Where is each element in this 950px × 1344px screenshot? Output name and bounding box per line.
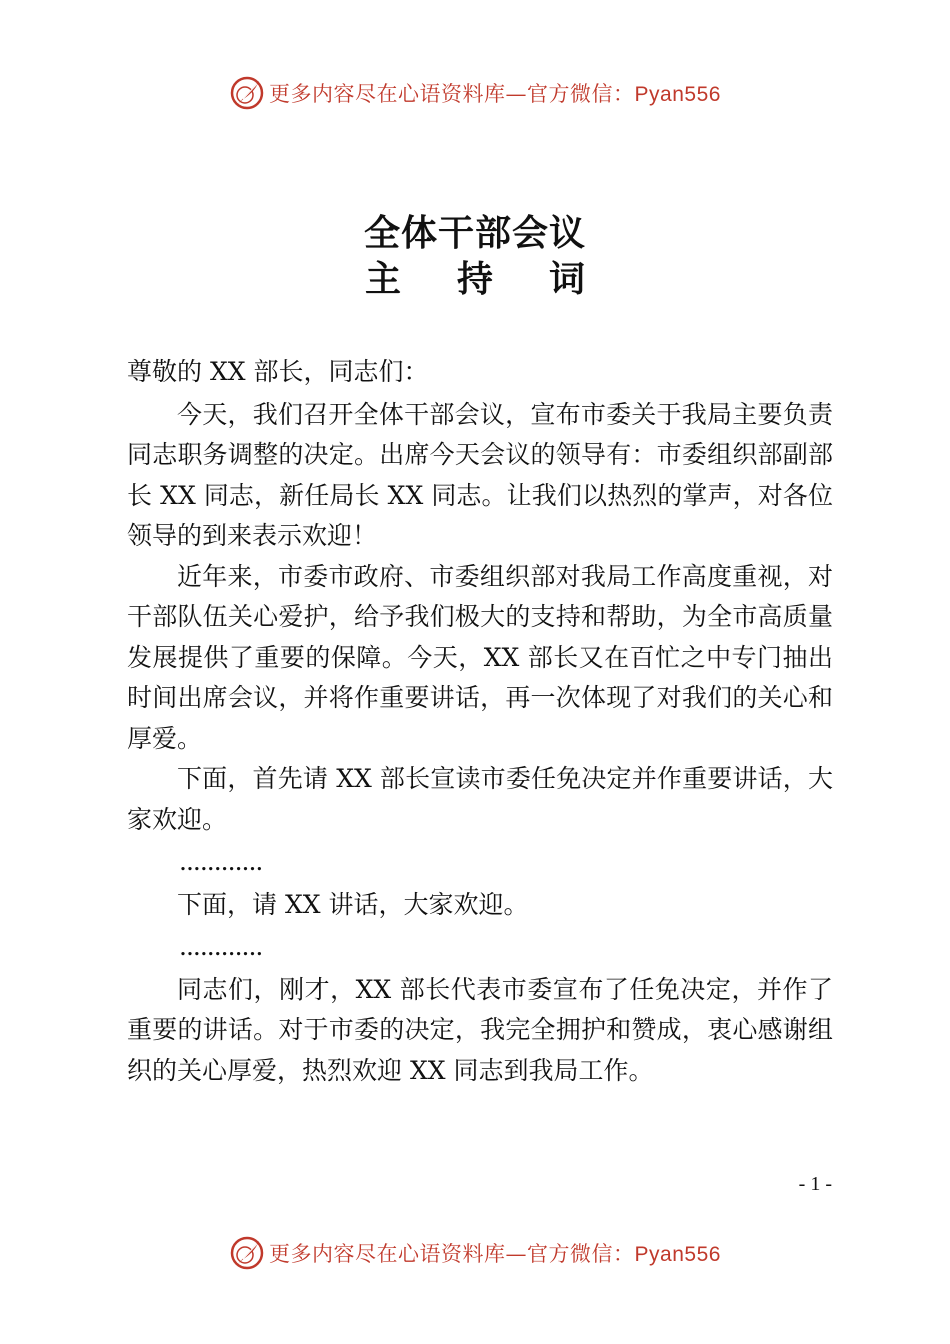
page-number: - 1 - <box>798 1173 832 1195</box>
feather-logo-icon <box>229 75 265 111</box>
document-body <box>127 352 833 1091</box>
paragraph: 近年来，市委市政府、市委组织部对我局工作高度重视，对干部队伍关心爱护，给予我们极大的支持和帮助，为全市高质量发展提供了重要的保障。今天，XX 部长又在百忙之中专门抽出时间出席会议，并将作重要讲话，再一次体现了对我们的关心和厚爱。 <box>127 561 833 753</box>
header-watermark-banner <box>0 71 950 115</box>
paragraph: 同志们，刚才，XX 部长代表市委宣布了任免决定，并作了重要的讲话。对于市委的决定，我完全拥护和赞成，衷心感谢组织的关心厚爱，热烈欢迎 XX 同志到我局工作。 <box>127 974 833 1085</box>
title-line-1: 全体干部会议 <box>363 212 586 254</box>
ellipsis-line: ............ <box>179 847 263 876</box>
feather-logo-icon <box>229 1235 265 1271</box>
paragraph: 今天，我们召开全体干部会议，宣布市委关于我局主要负责同志职务调整的决定。出席今天会议的领导有：市委组织部副部长 XX 同志，新任局长 XX 同志。让我们以热烈的掌声，对各位领导的到来表示欢迎！ <box>127 399 833 550</box>
paragraph: 下面，首先请 XX 部长宣读市委任免决定并作重要讲话，大家欢迎。 <box>127 764 833 834</box>
footer-watermark-banner <box>0 1231 950 1275</box>
document-title <box>0 210 950 302</box>
header-watermark-text: 更多内容尽在心语资料库—官方微信：Pyan556 <box>269 82 721 106</box>
paragraph: 下面，请 XX 讲话，大家欢迎。 <box>177 889 529 919</box>
title-line-2: 主 持 词 <box>364 258 586 300</box>
ellipsis-line: ............ <box>179 932 263 961</box>
salutation: 尊敬的 XX 部长，同志们： <box>127 357 429 386</box>
footer-watermark-text: 更多内容尽在心语资料库—官方微信：Pyan556 <box>269 1242 721 1266</box>
